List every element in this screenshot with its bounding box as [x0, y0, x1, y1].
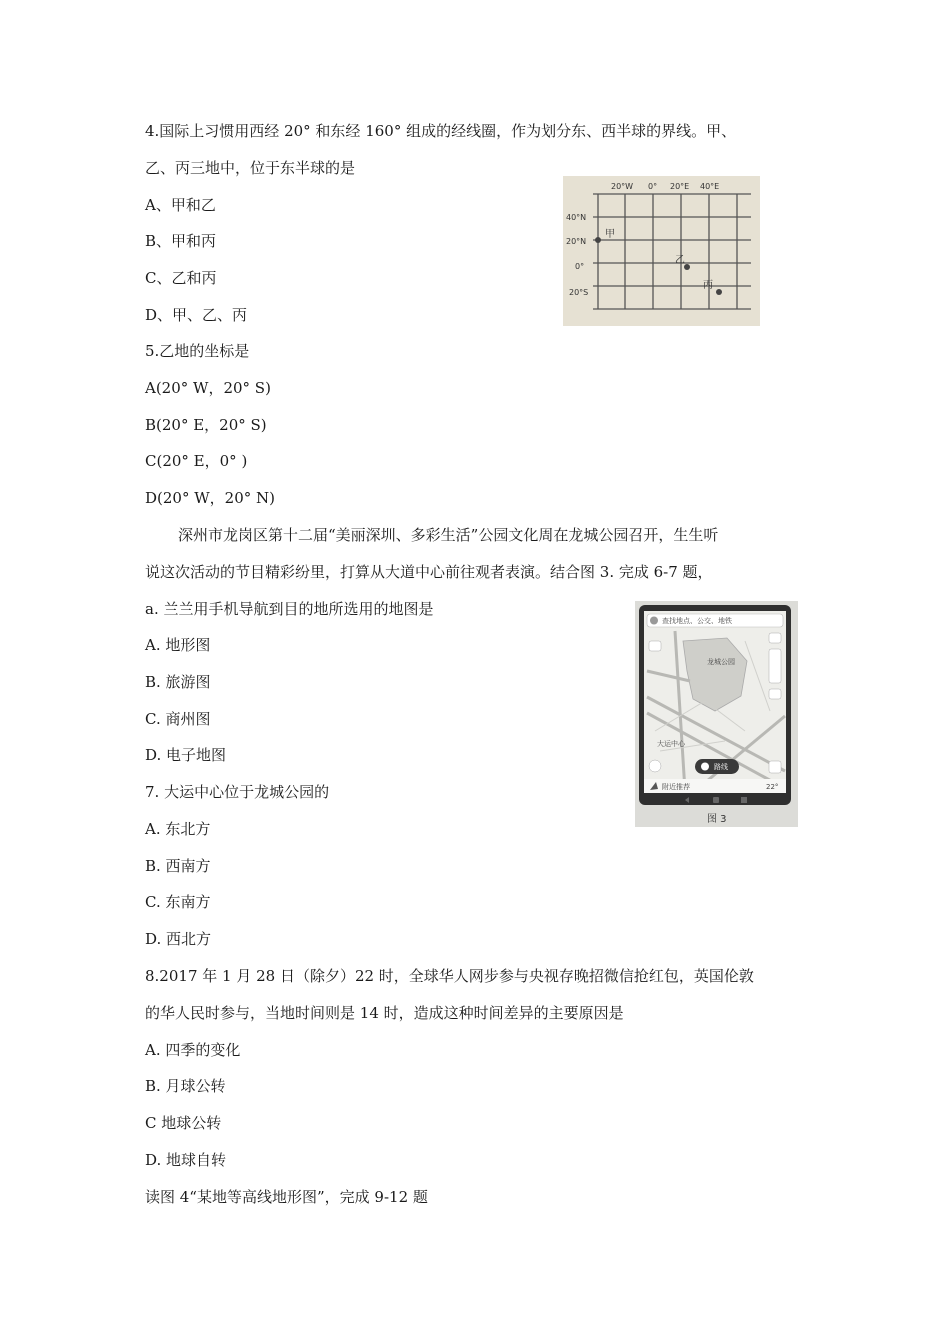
option-4d: D、甲、乙、丙 — [145, 306, 248, 324]
lat-label-20s: 20°S — [569, 288, 589, 297]
park-label: 龙城公园 — [707, 658, 735, 666]
question-4-line-2: 乙、丙三地中，位于东半球的是 — [145, 159, 356, 177]
option-6d: D. 电子地图 — [145, 746, 227, 764]
question-7: 7. 大运中心位于龙城公园的 — [145, 783, 330, 801]
option-5c: C(20° E，0° ) — [145, 452, 248, 470]
point-label-jia: 甲 — [605, 229, 615, 240]
option-6b: B. 旅游图 — [145, 673, 211, 691]
question-5: 5.乙地的坐标是 — [145, 342, 250, 360]
option-7c: C. 东南方 — [145, 893, 211, 911]
point-bing — [716, 289, 722, 295]
option-7d: D. 西北方 — [145, 930, 212, 948]
option-6c: C. 商州图 — [145, 710, 211, 728]
lon-label-0: 0° — [648, 182, 658, 191]
option-8c: C 地球公转 — [145, 1114, 222, 1132]
option-7b: B. 西南方 — [145, 857, 211, 875]
center-label: 大运中心 — [657, 740, 685, 748]
temperature: 22° — [766, 783, 779, 791]
option-5b: B(20° E，20° S) — [145, 416, 267, 434]
phone-map-figure — [635, 601, 798, 827]
instruction-9-12: 读图 4“某地等高线地形图”，完成 9-12 题 — [145, 1188, 428, 1206]
point-label-bing: 丙 — [703, 280, 713, 291]
option-4c: C、乙和丙 — [145, 269, 217, 287]
option-8a: A. 四季的变化 — [145, 1041, 241, 1059]
point-jia — [595, 237, 601, 243]
nav-label: 附近推荐 — [662, 783, 690, 791]
option-6a: A. 地形图 — [145, 636, 211, 654]
option-4b: B、甲和丙 — [145, 232, 217, 250]
latlon-grid-figure — [563, 176, 760, 326]
point-label-yi: 乙 — [675, 255, 685, 266]
option-5d: D(20° W，20° N) — [145, 489, 275, 507]
question-6: a. 兰兰用手机导航到目的地所选用的地图是 — [145, 600, 434, 618]
lon-label-40e: 40°E — [700, 182, 720, 191]
lat-label-0: 0° — [575, 262, 585, 271]
question-8-line-2: 的华人民时参与，当地时间则是 14 时，造成这种时间差异的主要原因是 — [145, 1004, 624, 1022]
figure-caption: 图 3 — [707, 814, 727, 825]
option-8d: D. 地球自转 — [145, 1151, 227, 1169]
passage-line-1: 深州市龙岗区第十二届“美丽深圳、多彩生活”公园文化周在龙城公园召开，生生听 — [178, 526, 719, 544]
lat-label-40n: 40°N — [566, 213, 587, 222]
question-4-line-1: 4.国际上习惯用西经 20° 和东经 160° 组成的经线圈，作为划分东、西半球的界线。甲、 — [145, 122, 737, 140]
search-hint: 查找地点、公交、地铁 — [662, 617, 732, 625]
option-7a: A. 东北方 — [145, 820, 211, 838]
option-5a: A(20° W，20° S) — [145, 379, 271, 397]
option-8b: B. 月球公转 — [145, 1077, 226, 1095]
option-4a: A、甲和乙 — [145, 196, 216, 214]
user-avatar-icon — [650, 617, 658, 625]
lon-label-20e: 20°E — [670, 182, 690, 191]
route-button-label: 路线 — [714, 763, 728, 771]
lon-label-20w: 20°W — [611, 182, 634, 191]
passage-line-2: 说这次活动的节目精彩纷里，打算从大道中心前往观者表演。结合图 3. 完成 6-7 题， — [145, 563, 713, 581]
question-8-line-1: 8.2017 年 1 月 28 日（除夕）22 时，全球华人网步参与央视存晚招微信抢红包，英国伦敦 — [145, 967, 754, 985]
lat-label-20n: 20°N — [566, 237, 587, 246]
